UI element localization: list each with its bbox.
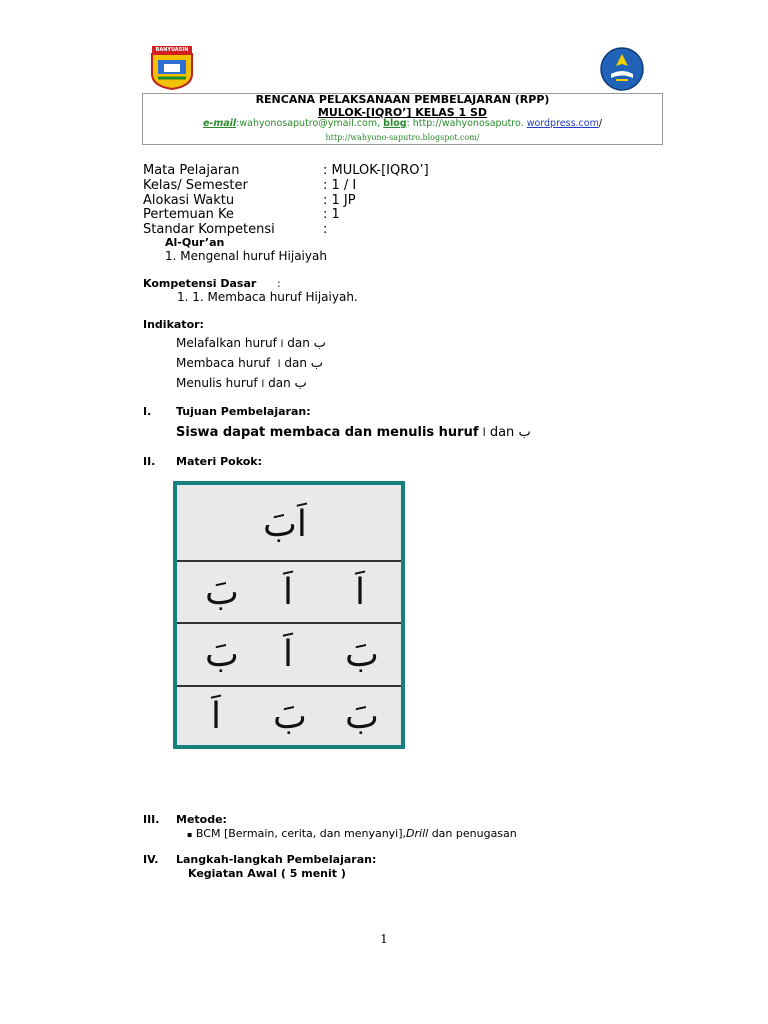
email-value[interactable]: :wahyonosaputro@ymail.com,	[236, 118, 381, 129]
indikator-item	[176, 336, 326, 351]
indikator-item	[176, 356, 323, 371]
kompetensi-label: Kompetensi Dasar	[143, 277, 257, 290]
section-1-text: Siswa dapat membaca dan menulis huruf	[176, 425, 479, 440]
arabic-letter: بَ	[205, 634, 239, 675]
info-label-alokasi: Alokasi Waktu	[143, 193, 235, 208]
dan-word: dan	[287, 336, 310, 350]
blog-label: blog	[383, 118, 407, 129]
metode-text-a: BCM [Bermain, cerita, dan menyanyi],	[195, 827, 407, 840]
arabic-letter: اَ	[355, 572, 366, 613]
ba-letter: ب	[294, 376, 307, 391]
alif-letter: ا	[277, 359, 281, 370]
arabic-letter: اَ	[211, 696, 222, 737]
alif-letter: ا	[261, 379, 265, 390]
row-divider	[177, 622, 401, 624]
row-divider	[177, 560, 401, 562]
ba-letter: ب	[310, 356, 324, 371]
arabic-letter: اَ	[283, 634, 294, 675]
document-title: RENCANA PELAKSANAAN PEMBELAJARAN (RPP)	[255, 93, 550, 106]
indikator-text: Menulis huruf	[176, 376, 258, 390]
info-label-mata-pelajaran: Mata Pelajaran	[143, 163, 240, 178]
indikator-item	[176, 376, 307, 391]
info-value-alokasi: : 1 JP	[323, 193, 356, 208]
info-label-kelas: Kelas/ Semester	[143, 178, 248, 193]
info-value-pertemuan: : 1	[323, 207, 340, 222]
standar-subheading: Al-Qur’an	[165, 236, 225, 249]
arabic-letter: بَ	[345, 696, 379, 737]
alif-letter: ا	[482, 426, 486, 439]
bullet: ▪	[187, 830, 193, 839]
email-label: e-mail	[202, 118, 237, 129]
dan-word: dan	[489, 425, 515, 440]
arabic-word-ab: اَبَ	[263, 504, 307, 545]
blogspot-link[interactable]: http://wahyono-saputro.blogspot.com/	[325, 133, 480, 142]
row-divider	[177, 685, 401, 687]
alif-letter: ا	[280, 339, 284, 350]
dan-word: dan	[268, 376, 291, 390]
arabic-letter: بَ	[205, 572, 239, 613]
tut-wuri-handayani-logo	[598, 46, 646, 92]
section-3-title: Metode:	[176, 813, 227, 826]
kompetensi-item: 1. 1. Membaca huruf Hijaiyah.	[177, 290, 358, 304]
materi-pokok-image	[173, 481, 405, 749]
arabic-letter: بَ	[273, 696, 307, 737]
dan-word: dan	[284, 356, 307, 370]
section-4-subheading: Kegiatan Awal ( 5 menit )	[188, 867, 346, 880]
ba-letter: ب	[518, 425, 531, 440]
info-value-standar: :	[323, 222, 328, 237]
info-label-pertemuan: Pertemuan Ke	[143, 207, 234, 222]
subtitle-text: MULOK-[IQRO’] KELAS 1 SD	[317, 106, 488, 119]
metode-item	[187, 827, 517, 840]
standar-item: 1. Mengenal huruf Hijaiyah	[165, 249, 327, 263]
section-4-title: Langkah-langkah Pembelajaran:	[176, 853, 377, 866]
contact-line	[142, 118, 663, 129]
arabic-letter: اَ	[283, 572, 294, 613]
banyuasin-logo	[148, 44, 196, 90]
section-1-number: I.	[143, 405, 152, 418]
page-number: 1	[380, 932, 388, 946]
info-value-mata-pelajaran: : MULOK-[IQRO’]	[323, 163, 429, 178]
section-3-number: III.	[143, 813, 160, 826]
wordpress-suffix: /	[598, 118, 603, 129]
info-value-kelas: : 1 / I	[323, 178, 357, 193]
logo-left-text: BANYUASIN	[155, 47, 189, 53]
indikator-text: Membaca huruf	[176, 356, 271, 370]
indikator-text: Melafalkan huruf	[176, 336, 277, 350]
blog-value: : http://wahyonosaputro.	[406, 118, 524, 129]
info-label-standar: Standar Kompetensi	[143, 222, 275, 237]
section-4-number: IV.	[143, 853, 159, 866]
section-2-title: Materi Pokok:	[176, 455, 263, 468]
section-1-text-line	[176, 425, 531, 440]
wordpress-link[interactable]: wordpress.com	[526, 118, 599, 129]
arabic-letter: بَ	[345, 634, 379, 675]
section-1-title: Tujuan Pembelajaran:	[176, 405, 311, 418]
metode-drill: Drill	[406, 827, 429, 840]
section-2-number: II.	[143, 455, 156, 468]
metode-text-b: dan penugasan	[428, 827, 517, 840]
kompetensi-colon: :	[277, 277, 281, 290]
indikator-label: Indikator:	[143, 318, 204, 331]
ba-letter: ب	[313, 336, 326, 351]
